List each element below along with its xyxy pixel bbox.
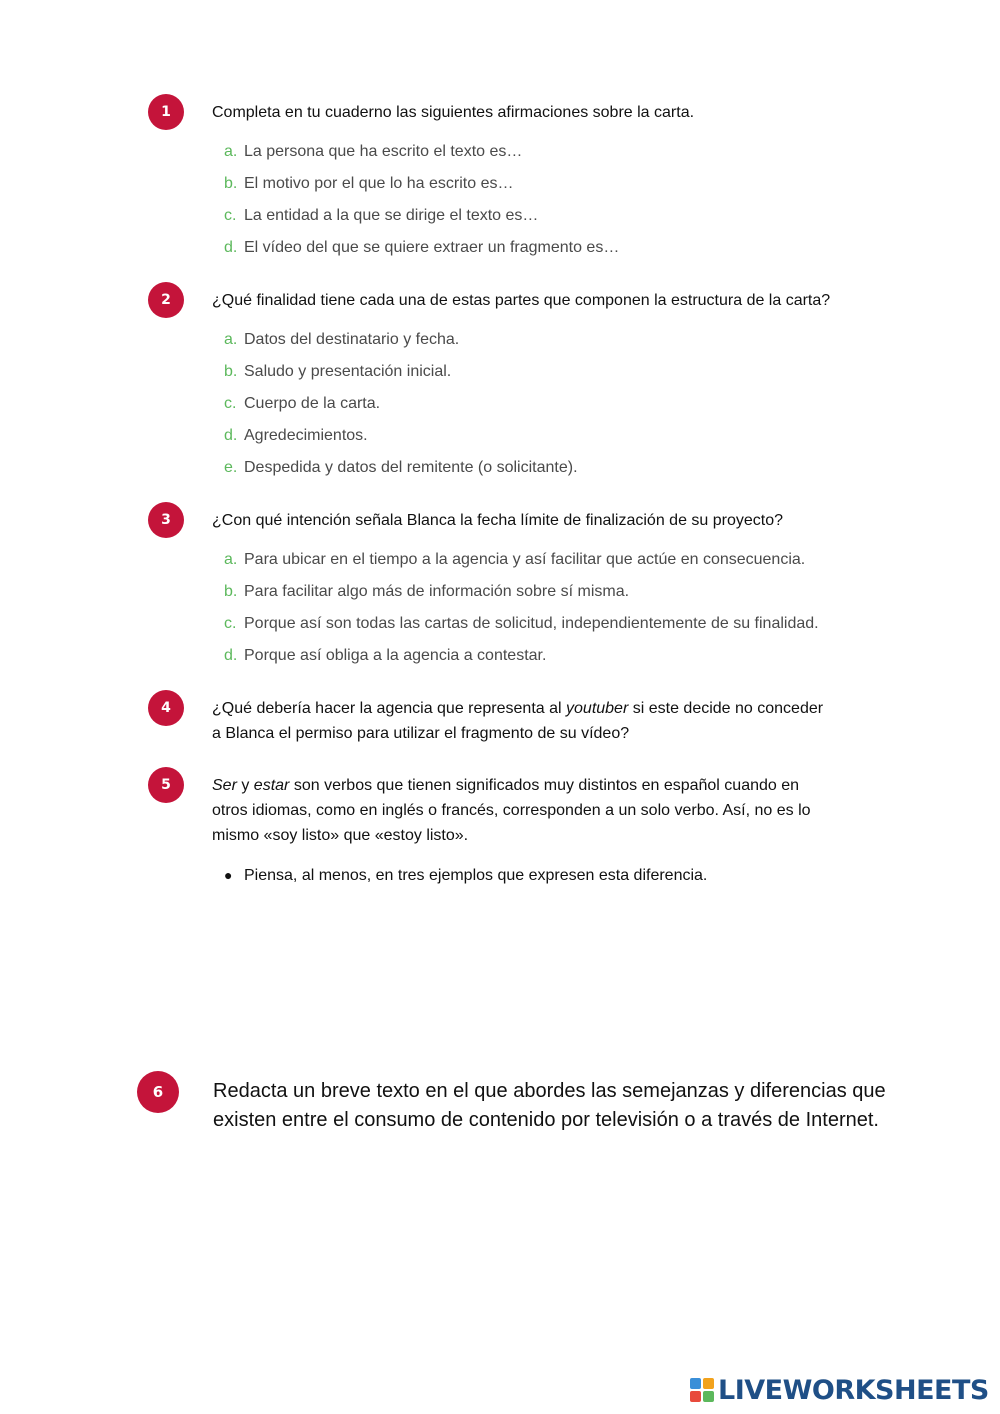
- question-number-badge: 4: [148, 690, 184, 726]
- option-text: Despedida y datos del remitente (o solicitante).: [244, 459, 578, 476]
- list-item: [224, 646, 819, 678]
- question-number-badge: 6: [137, 1071, 179, 1113]
- option-letter: a.: [224, 331, 238, 348]
- option-letter: c.: [224, 207, 237, 224]
- list-item: [224, 582, 819, 614]
- list-item: [224, 426, 578, 458]
- option-list: [224, 142, 619, 270]
- list-item: [224, 174, 619, 206]
- option-text: Datos del destinatario y fecha.: [244, 331, 460, 348]
- question-text-part: ¿Qué debería hacer la agencia que representa al: [212, 700, 567, 717]
- list-item: [224, 614, 819, 646]
- question-number-badge: 2: [148, 282, 184, 318]
- logo-mark-icon: [690, 1378, 714, 1402]
- logo-square: [690, 1378, 701, 1389]
- option-text: La entidad a la que se dirige el texto es…: [244, 207, 539, 224]
- option-text: El vídeo del que se quiere extraer un fragmento es…: [244, 239, 620, 256]
- list-item: [224, 865, 707, 886]
- question-text: [212, 696, 832, 746]
- list-item: [224, 550, 819, 582]
- bullet-text: Piensa, al menos, en tres ejemplos que expresen esta diferencia.: [244, 867, 708, 884]
- logo-square: [703, 1378, 714, 1389]
- option-text: La persona que ha escrito el texto es…: [244, 143, 523, 160]
- logo-square: [703, 1391, 714, 1402]
- list-item: [224, 142, 619, 174]
- option-text: Saludo y presentación inicial.: [244, 363, 452, 380]
- question-text-part: si este decide no conceder a Blanca el permiso para utilizar el fragmento de su vídeo?: [212, 700, 824, 742]
- option-letter: c.: [224, 615, 237, 632]
- list-item: [224, 362, 578, 394]
- option-letter: a.: [224, 551, 238, 568]
- question-text: ¿Qué finalidad tiene cada una de estas partes que componen la estructura de la carta?: [212, 292, 831, 309]
- liveworksheets-logo: [690, 1375, 989, 1405]
- list-item: [224, 206, 619, 238]
- option-list: [224, 330, 578, 490]
- option-letter: b.: [224, 583, 238, 600]
- logo-text: LIVEWORKSHEETS: [718, 1374, 989, 1406]
- question-number-badge: 3: [148, 502, 184, 538]
- option-letter: c.: [224, 395, 237, 412]
- list-item: [224, 330, 578, 362]
- question-text: ¿Con qué intención señala Blanca la fecha límite de finalización de su proyecto?: [212, 512, 784, 529]
- list-item: [224, 238, 619, 270]
- logo-square: [690, 1391, 701, 1402]
- list-item: [224, 458, 578, 490]
- option-text: Agredecimientos.: [244, 427, 368, 444]
- question-text-part: y: [236, 777, 254, 794]
- question-text-emphasis: Ser: [212, 777, 237, 794]
- question-number-badge: 1: [148, 94, 184, 130]
- question-text: Completa en tu cuaderno las siguientes afirmaciones sobre la carta.: [212, 104, 695, 121]
- option-text: Para facilitar algo más de información sobre sí misma.: [244, 583, 630, 600]
- question-text: Redacta un breve texto en el que abordes las semejanzas y diferencias que existen entre el consumo de contenido por televisión o a través de Internet.: [213, 1080, 886, 1131]
- option-letter: a.: [224, 143, 238, 160]
- bullet-list: [224, 865, 707, 886]
- option-letter: b.: [224, 175, 238, 192]
- option-text: Para ubicar en el tiempo a la agencia y así facilitar que actúe en consecuencia.: [244, 551, 806, 568]
- option-text: Cuerpo de la carta.: [244, 395, 381, 412]
- option-letter: b.: [224, 363, 238, 380]
- list-item: [224, 394, 578, 426]
- option-text: El motivo por el que lo ha escrito es…: [244, 175, 514, 192]
- option-letter: d.: [224, 427, 238, 444]
- option-letter: d.: [224, 239, 238, 256]
- option-text: Porque así son todas las cartas de solicitud, independientemente de su finalidad.: [244, 615, 819, 632]
- option-letter: d.: [224, 647, 238, 664]
- bullet-icon: ●: [224, 867, 233, 883]
- question-text-emphasis: youtuber: [566, 700, 629, 717]
- option-letter: e.: [224, 459, 238, 476]
- question-number-badge: 5: [148, 767, 184, 803]
- option-list: [224, 550, 819, 678]
- question-text-emphasis: estar: [253, 777, 290, 794]
- question-text-part: son verbos que tienen significados muy distintos en español cuando en otros idiomas, como en inglés o francés, corresponden a un solo verbo. Así, no es lo mismo «soy listo» que «estoy listo».: [212, 777, 811, 844]
- question-text: [212, 773, 832, 848]
- option-text: Porque así obliga a la agencia a contestar.: [244, 647, 547, 664]
